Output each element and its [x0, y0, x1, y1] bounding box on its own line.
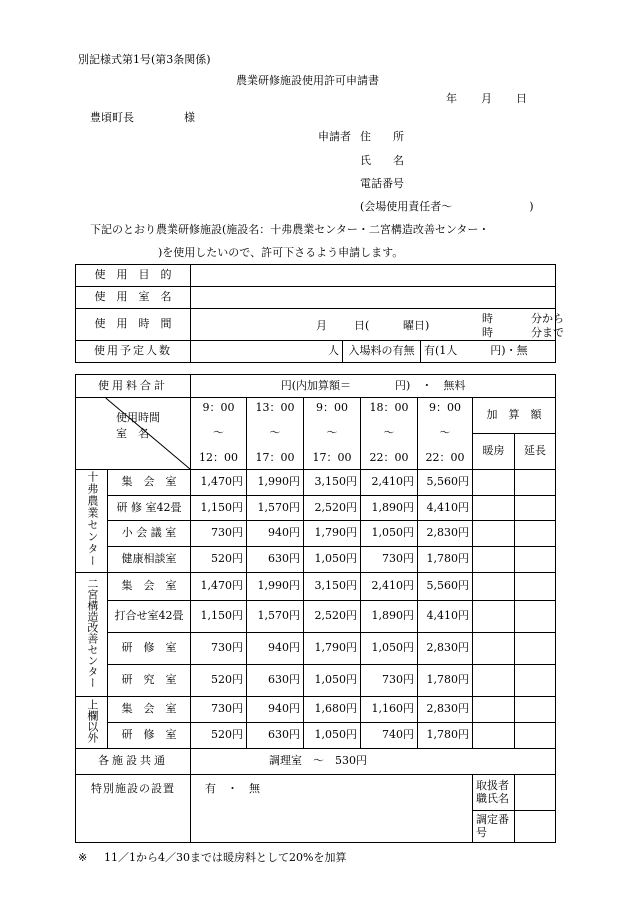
- extension-cell[interactable]: [515, 665, 556, 697]
- price-cell: 1,780円: [418, 547, 473, 573]
- extension-cell[interactable]: [515, 573, 556, 601]
- slot-2: 13：00 ～ 17：00: [247, 398, 304, 470]
- time-hour-from: 時: [482, 311, 493, 325]
- room-name: 打合せ室42畳: [108, 601, 191, 633]
- extension-cell[interactable]: [515, 547, 556, 573]
- date-month: 月: [481, 92, 492, 105]
- price-cell: 940円: [247, 521, 304, 547]
- price-cell: 1,790円: [304, 521, 361, 547]
- price-cell: 730円: [191, 697, 247, 723]
- price-cell: 1,160円: [361, 697, 418, 723]
- surcharge-header: 加 算 額: [473, 398, 556, 434]
- name-label: 氏 名: [360, 154, 404, 167]
- admission-choice: 有(1人 円)・無: [424, 344, 528, 358]
- people-field[interactable]: [191, 341, 343, 363]
- address-label: 住 所: [360, 130, 404, 143]
- price-cell: 1,150円: [191, 601, 247, 633]
- price-cell: 630円: [247, 665, 304, 697]
- heating-cell[interactable]: [473, 601, 515, 633]
- purpose-field[interactable]: [191, 265, 556, 287]
- common-label: 各施設共通: [76, 749, 191, 775]
- heating-cell[interactable]: [473, 665, 515, 697]
- heating-cell[interactable]: [473, 521, 515, 547]
- time-minute-from: 分から: [531, 311, 564, 325]
- price-cell: 1,790円: [304, 633, 361, 665]
- time-day: 日(: [354, 318, 370, 332]
- corner-room-label: 室 名: [116, 427, 149, 440]
- heating-cell[interactable]: [473, 470, 515, 496]
- price-cell: 1,570円: [247, 601, 304, 633]
- price-cell: 2,830円: [418, 521, 473, 547]
- extension-cell[interactable]: [515, 496, 556, 521]
- price-cell: 730円: [191, 521, 247, 547]
- corner-time-label: 使用時間: [116, 411, 160, 424]
- room-name: 研 修 室: [108, 723, 191, 749]
- time-minute-to: 分まで: [531, 325, 564, 339]
- extension-cell[interactable]: [515, 633, 556, 665]
- handler-label: 取扱者 職氏名: [473, 775, 515, 811]
- group-label-jippu: 十弗農業センター: [76, 470, 108, 573]
- group-label-other: 上欄以外: [76, 697, 108, 749]
- extension-cell[interactable]: [515, 697, 556, 723]
- purpose-label: 使 用 目 的: [76, 265, 191, 287]
- heating-cell[interactable]: [473, 633, 515, 665]
- time-weekday: 曜日): [403, 318, 430, 332]
- price-cell: 740円: [361, 723, 418, 749]
- phone-label: 電話番号: [360, 177, 404, 190]
- price-cell: 940円: [247, 633, 304, 665]
- fee-total-label: 使用料合計: [76, 375, 191, 398]
- slot-4: 18：00 ～ 22：00: [361, 398, 418, 470]
- price-cell: 2,520円: [304, 601, 361, 633]
- admission-label: 入場料の有無: [343, 341, 421, 363]
- price-cell: 1,050円: [304, 665, 361, 697]
- body-text-line1: 下記のとおり農業研修施設(施設名：十弗農業センター・二宮構造改善センター・: [90, 223, 490, 236]
- price-cell: 520円: [191, 547, 247, 573]
- price-cell: 2,830円: [418, 633, 473, 665]
- price-cell: 2,410円: [361, 573, 418, 601]
- price-cell: 4,410円: [418, 601, 473, 633]
- price-cell: 3,150円: [304, 573, 361, 601]
- addressee-suffix: 様: [184, 111, 195, 124]
- common-value: 調理室 ～ 530円: [191, 749, 556, 775]
- heating-cell[interactable]: [473, 697, 515, 723]
- date-day: 日: [516, 92, 527, 105]
- applicant-label: 申請者: [318, 130, 351, 143]
- price-cell: 520円: [191, 723, 247, 749]
- price-cell: 3,150円: [304, 470, 361, 496]
- price-cell: 1,990円: [247, 470, 304, 496]
- heating-cell[interactable]: [473, 496, 515, 521]
- room-name: 集 会 室: [108, 470, 191, 496]
- price-cell: 1,780円: [418, 723, 473, 749]
- room-label: 使 用 室 名: [76, 287, 191, 309]
- price-cell: 1,780円: [418, 665, 473, 697]
- heating-header: 暖房: [473, 434, 515, 470]
- document-title: 農業研修施設使用許可申請書: [236, 74, 379, 87]
- extension-cell[interactable]: [515, 521, 556, 547]
- time-field[interactable]: [191, 309, 564, 341]
- heating-cell[interactable]: [473, 547, 515, 573]
- people-label: 使用予定人数: [76, 341, 191, 363]
- slot-1: 9：00 ～ 12：00: [191, 398, 247, 470]
- price-cell: 730円: [191, 633, 247, 665]
- room-field[interactable]: [191, 287, 556, 309]
- room-name: 研 修 室: [108, 633, 191, 665]
- price-cell: 1,890円: [361, 496, 418, 521]
- price-cell: 940円: [247, 697, 304, 723]
- header-corner: [76, 398, 191, 470]
- price-cell: 1,050円: [361, 633, 418, 665]
- fee-table: [75, 374, 556, 843]
- room-name: 研 修 室42畳: [108, 496, 191, 521]
- room-name: 集 会 室: [108, 697, 191, 723]
- date-year: 年: [446, 92, 457, 105]
- price-cell: 4,410円: [418, 496, 473, 521]
- price-cell: 630円: [247, 723, 304, 749]
- price-cell: 520円: [191, 665, 247, 697]
- extension-cell[interactable]: [515, 470, 556, 496]
- responsible-person: (会場使用責任者～ ): [360, 200, 534, 213]
- price-cell: 1,050円: [304, 547, 361, 573]
- price-cell: 2,410円: [361, 470, 418, 496]
- adjust-number-label: 調定番号: [473, 811, 515, 843]
- price-cell: 630円: [247, 547, 304, 573]
- fee-total-value[interactable]: 円(内加算額＝ 円) ・ 無料: [191, 375, 556, 398]
- room-name: 研 究 室: [108, 665, 191, 697]
- heating-note: 11／1から4／30までは暖房料として20%を加算: [104, 851, 347, 864]
- room-name: 集 会 室: [108, 573, 191, 601]
- special-value[interactable]: 有 ・ 無: [191, 775, 473, 843]
- price-cell: 1,680円: [304, 697, 361, 723]
- slot-3: 9：00 ～ 17：00: [304, 398, 361, 470]
- room-name: 健康相談室: [108, 547, 191, 573]
- time-month: 月: [316, 318, 327, 332]
- price-cell: 1,890円: [361, 601, 418, 633]
- price-cell: 1,570円: [247, 496, 304, 521]
- room-name: 小 会 議 室: [108, 521, 191, 547]
- price-cell: 1,150円: [191, 496, 247, 521]
- price-cell: 730円: [361, 665, 418, 697]
- usage-table: [75, 264, 564, 363]
- admission-field[interactable]: [421, 341, 556, 363]
- price-cell: 1,990円: [247, 573, 304, 601]
- price-cell: 5,560円: [418, 573, 473, 601]
- price-cell: 1,470円: [191, 470, 247, 496]
- extension-cell[interactable]: [515, 723, 556, 749]
- form-number: 別記様式第1号(第3条関係): [78, 53, 211, 66]
- note-mark: ※: [78, 851, 88, 864]
- time-label: 使 用 時 間: [76, 309, 191, 341]
- heating-cell[interactable]: [473, 723, 515, 749]
- addressee: 豊頃町長: [90, 111, 134, 124]
- price-cell: 1,470円: [191, 573, 247, 601]
- price-cell: 2,520円: [304, 496, 361, 521]
- price-cell: 730円: [361, 547, 418, 573]
- group-label-ninomiya: 二宮構造改善センター: [76, 573, 108, 697]
- price-cell: 1,050円: [304, 723, 361, 749]
- people-unit: 人: [328, 344, 339, 358]
- price-cell: 2,830円: [418, 697, 473, 723]
- special-label: 特別施設の設置: [76, 775, 191, 843]
- adjust-number-field[interactable]: [515, 811, 556, 843]
- price-cell: 1,050円: [361, 521, 418, 547]
- extension-cell[interactable]: [515, 601, 556, 633]
- handler-field[interactable]: [515, 775, 556, 811]
- extension-header: 延長: [515, 434, 556, 470]
- time-hour-to: 時: [482, 325, 493, 339]
- slot-5: 9：00 ～ 22：00: [418, 398, 473, 470]
- body-text-line2: )を使用したいので、許可下さるよう申請します。: [158, 246, 404, 259]
- heating-cell[interactable]: [473, 573, 515, 601]
- price-cell: 5,560円: [418, 470, 473, 496]
